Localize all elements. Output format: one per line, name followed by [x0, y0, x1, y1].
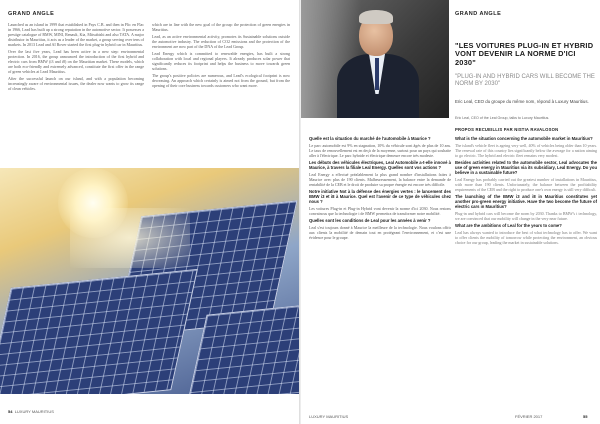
magazine-name: LUXURY MAURITIUS	[309, 414, 349, 419]
magazine-name: LUXURY MAURITIUS	[14, 409, 54, 414]
standfirst-fr: Eric Leal, CEO du groupe du même nom, répond à Luxury Mauritius.	[455, 99, 589, 104]
interview-question: Quelles sont les conditions de Leal pour les années à venir ?	[309, 218, 431, 223]
interview-column-en	[455, 136, 597, 398]
interview-question: Besides activities related to the automobile sector, Leal advocates the use of green energy in Mauritius via its subsidiary, Leal Energy. Do you believe in a sustainable future?	[455, 160, 597, 175]
solar-panel	[0, 269, 198, 394]
interview-question: What is the situation concerning the automobile market in Mauritius?	[455, 136, 593, 141]
intro-paragraph: Lead, as an active environmental activity, promotes its Sustainable solutions outside the automotive industry. The reduction of CO2 emissions and the protection of the environment are now part of the DNA of the Lead Group.	[152, 34, 290, 49]
interview-question: Notre initiative Not à la défense des énergies vertes : le lancement des BMW i3 et i8 à Maurice. Quel est l'avenir de ce type de véhicules chez nous ?	[309, 189, 451, 204]
interview-question: Quelle est la situation du marché de l'automobile à Maurice ?	[309, 136, 431, 141]
intro-column-1	[8, 22, 144, 166]
interview-answer: Le parc automobile est 9% en stagnation, 10% du véhicule sont âgés de plus de 10 ans. Le taux de renouvellement est en deçà de la moyenne, surtout pour un pays qui souhaite aller à l'électrique. Le parc hybride et électrique demeure encore très modeste.	[309, 143, 451, 158]
right-page	[301, 0, 600, 424]
interview-answer: Leal s'est toujours donné à Maurice la meilleure de la technologie. Nous voulons offrir aux clients la mobilité de demain tout en protégeant l'environnement, et c'est une évidence pour le groupe.	[309, 225, 451, 240]
interview-question: The launching of the BMW i3 and i8 in Mauritius constitutes yet another pro-green energy initiative. Have the two become the future of electric cars in Mauritius?	[455, 194, 597, 209]
solar-panels-photo	[0, 168, 299, 394]
article-headline: "LES VOITURES PLUG-IN ET HYBRID VONT DEVENIR LA NORME D'ICI 2030"	[455, 41, 594, 67]
interview-question: Les débuts des véhicules électriques, Leal Automobile a-t-elle innové à Maurice, à travers la filiale Leal Energy. Quelles sont vos actions ?	[309, 160, 451, 170]
interview-answer: The island's vehicle fleet is ageing very well, 40% of vehicles being older than 10 years. The renewal rate of this country lies significantly below the average for a nation aiming to go electric. The hybrid and electric fleet remains very modest.	[455, 143, 597, 158]
right-rubric: GRAND ANGLE	[455, 11, 502, 17]
issue-date: FÉVRIER 2017	[515, 414, 543, 419]
intro-paragraph: Lead Energy which is committed to renewable energies, has built a strong collaboration with local and regional players. It already produces solar power that significantly reduces its footprint and helps the business to move towards green solutions.	[152, 51, 290, 71]
light-glare	[70, 208, 190, 268]
page-number: 54	[8, 409, 13, 414]
intro-paragraph: which are in line with the new goal of the group: the protection of green energies in Mauritius.	[152, 22, 290, 32]
left-footer	[8, 409, 54, 414]
interview-answer: Les voitures Plug-in et Plug-in Hybrid vont devenir la norme d'ici 2030. Nous restons convaincus que la technologie i de BMW permettra de transformer notre mobilité.	[309, 206, 451, 216]
left-page	[0, 0, 299, 424]
intro-column-2	[152, 22, 290, 166]
ceo-portrait-photo	[301, 0, 449, 118]
page-number: 55	[583, 414, 588, 419]
intro-paragraph: The group's positive policies are numerous, and Lead's ecological footprint is now decreasing. An approach which certainly is aimed not from the ground, but from the opening of their core business towards customers who want more.	[152, 73, 290, 88]
interview-answer: Leal has always wanted to introduce the best of what technology has to offer. We want to offer clients the mobility of tomorrow while protecting the environment, an obvious choice for our group, leading the market in sustainable solutions.	[455, 230, 597, 245]
interview-credits: PROPOS RECUEILLIS PAR NISTIA RAVALOSON	[455, 127, 559, 132]
interview-answer: Leal Energy has probably carried out the greatest number of installations in Mauritius, with more than 190 clients. Unfortunately, the balance between the profitability requirements of the CEB and the right to produce one's own energy is still very difficult.	[455, 177, 597, 192]
portrait-tie	[375, 58, 379, 90]
interview-answer: Leal Energy a effectué préalablement la plus grand nombre d'installations faites à Maurice avec plus de 190 clients. Malheureusement, la balance entre la demande de rentabilité de la CEB et le droit de produire sa propre énergie est encore très difficile.	[309, 172, 451, 187]
portrait-hair	[359, 10, 393, 24]
article-subhead: "PLUG-IN AND HYBRID CARS WILL BECOME THE NORM BY 2030"	[455, 74, 595, 87]
interview-question: What are the ambitions of Leal for the years to come?	[455, 223, 562, 228]
intro-paragraph: Over the last five years, Lead has been active in a new step: environmental protection. In 2016, the group announced the introduction of the first hybrid and electric cars from BMW (i3 and i8) on the Mauritian market. These models, which are both eco-friendly and extremely advanced, constitute the first offer in the range of green vehicles at Lead Mauritius.	[8, 49, 144, 74]
left-rubric: GRAND ANGLE	[8, 11, 55, 17]
intro-paragraph: Launched as an island in 1999 that established in Pays C.B. and then in Flic en Flac in 1966, Lead has built up a strong reputation in the automotive sector. It possesses a prestige catalogue of BMW, MINI, Renault, Kia, Mitsubishi and also TATA. A major distributor in Mauritius, it acts as a leader of the market, a group serving over tens of markets. In 2013 Lead and AI Rover started the first plug-in hybrid car in Mauritius.	[8, 22, 144, 47]
interview-column-fr	[309, 136, 451, 398]
interview-answer: Plug-in and hybrid cars will become the norm by 2030. Thanks to BMW's i technology, we are convinced that our mobility will change in the very near future.	[455, 211, 597, 221]
standfirst-en: Eric Leal, CEO of the Leal Group, talks to Luxury Mauritius.	[455, 116, 550, 120]
intro-paragraph: After the successful launch on our island, and with a population becoming increasingly aware of environmental issues, the dealer now wants to grow its range of clean vehicles.	[8, 76, 144, 91]
